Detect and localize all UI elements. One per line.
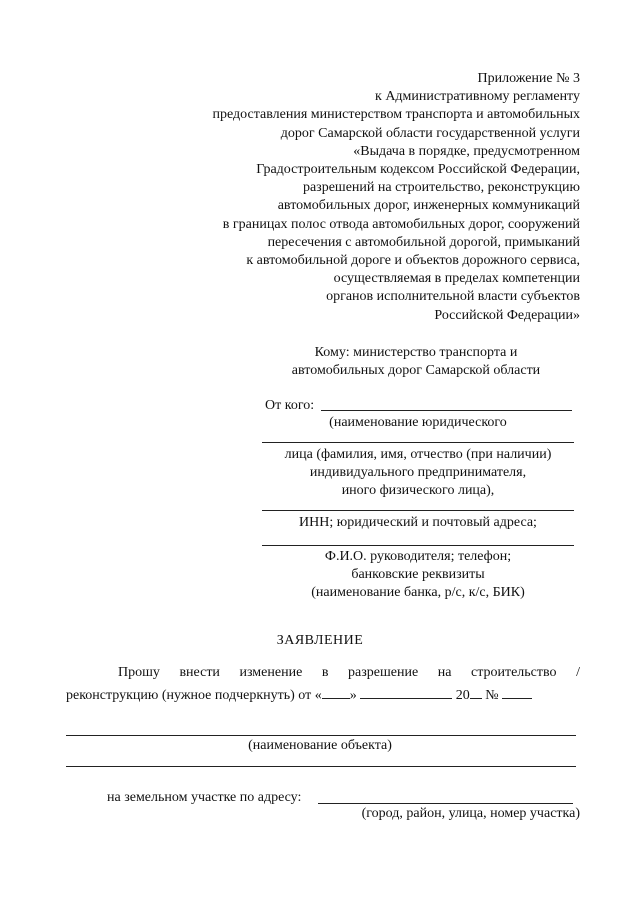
sender-label: От кого: [265,398,315,413]
object-name-field-2[interactable] [66,766,576,767]
land-address-field[interactable] [318,803,573,804]
appendix-line: к Административному регламенту [375,89,580,105]
sender-name-field[interactable] [321,410,572,411]
object-name-hint: (наименование объекта) [248,738,392,753]
appendix-line: Градостроительным кодексом Российской Федерации, [256,162,580,178]
appendix-line: Приложение № 3 [477,71,580,86]
appendix-line: пересечения с автомобильной дорогой, примыканий [267,234,580,250]
recipient-block [282,344,550,380]
sender-hint-3: индивидуального предпринимателя, [309,465,527,480]
request-word: строительство [470,665,557,680]
request-word: / [576,665,580,680]
sender-hint-8: (наименование банка, р/с, к/с, БИК) [311,585,525,600]
land-address-hint: (город, район, улица, номер участка) [361,806,580,821]
recipient-line-2: автомобильных дорог Самарской области [291,363,541,378]
permit-number-field[interactable] [502,684,532,699]
appendix-line: предоставления министерством транспорта и автомобильных [212,107,580,123]
sender-manager-field[interactable] [262,545,574,546]
appendix-header [140,70,580,325]
request-word: внести [179,665,220,680]
quote-close: » [349,688,357,703]
request-word: Прошу [118,665,160,680]
request-word: изменение [239,665,303,680]
sender-hint-6: Ф.И.О. руководителя; телефон; [324,549,512,564]
appendix-line: к автомобильной дороге и объектов дорожного сервиса, [246,253,580,269]
number-sign: № [485,688,499,703]
sender-inn-field[interactable] [262,510,574,511]
appendix-line: разрешений на строительство, реконструкцию [302,180,580,196]
request-word: на [437,665,452,680]
land-address-label: на земельном участке по адресу: [107,790,302,805]
permit-year-field[interactable] [470,684,482,699]
appendix-line: «Выдача в порядке, предусмотренном [353,143,580,159]
appendix-line: в границах полос отвода автомобильных дорог, сооружений [222,216,580,232]
sender-hint-5: ИНН; юридический и почтовый адреса; [299,515,537,530]
recipient-line-1: Кому: министерство транспорта и [314,345,518,360]
sender-field-line-2[interactable] [262,442,574,443]
appendix-line: дорог Самарской области государственной услуги [280,125,580,141]
request-text-line-2 [66,684,532,704]
request-text-line-1 [118,665,580,681]
appendix-line: осуществляемая в пределах компетенции [333,271,580,287]
appendix-line: органов исполнительной власти субъектов [326,289,580,305]
year-prefix: 20 [455,688,470,703]
request-word: в [321,665,329,680]
sender-hint-7: банковские реквизиты [351,567,485,582]
object-name-field[interactable] [66,735,576,736]
permit-month-field[interactable] [360,684,452,699]
sender-hint-1: (наименование юридического [329,415,507,430]
appendix-line: автомобильных дорог, инженерных коммуникаций [277,198,580,214]
document-title: ЗАЯВЛЕНИЕ [276,633,364,648]
appendix-line: Российской Федерации» [434,307,580,323]
sender-hint-2: лица (фамилия, имя, отчество (при наличии) [284,447,552,462]
request-text-start: реконструкцию (нужное подчеркнуть) от « [66,688,322,703]
sender-hint-4: иного физического лица), [341,483,495,498]
request-word: разрешение [348,665,419,680]
permit-day-field[interactable] [322,684,350,699]
